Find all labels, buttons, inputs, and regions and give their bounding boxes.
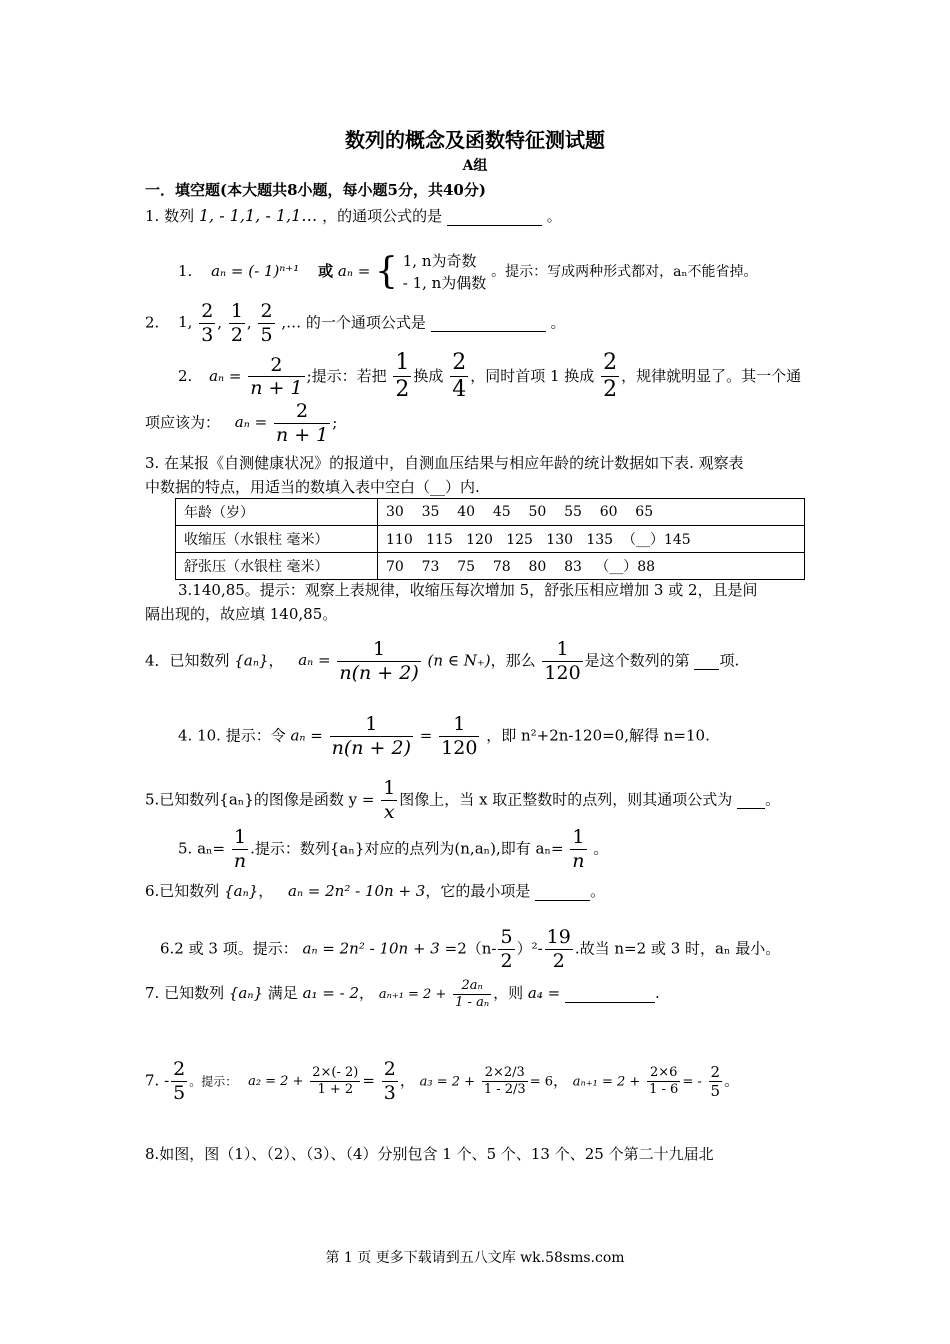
a7-eqneg: = - <box>682 1074 702 1090</box>
a5-frac <box>232 826 248 873</box>
table-row <box>176 526 805 553</box>
a7-a3-frac <box>482 1065 528 1097</box>
q4-end: 项. <box>719 651 740 670</box>
frac-num: 2 <box>274 400 330 424</box>
a1-case1: 1, n为奇数 <box>402 252 477 270</box>
q1-seq: 1, - 1,1, - 1,1… <box>198 206 318 225</box>
q7-then: ，则 <box>493 984 524 1003</box>
frac-num: 5 <box>500 926 513 948</box>
answer-blank <box>431 313 546 332</box>
frac-num: 2 <box>260 300 273 322</box>
answer-blank <box>447 207 542 226</box>
a7-hint: 。提示： <box>189 1074 238 1089</box>
answer-blank <box>737 790 765 809</box>
q1-end: 。 <box>546 207 562 225</box>
frac-den: 5 <box>260 323 273 346</box>
a7-frac <box>171 1058 187 1105</box>
a6-formula: aₙ = 2n² - 10n + 3 <box>302 939 440 958</box>
table-cell-values: 70 73 75 78 80 83 （__）88 <box>378 553 805 580</box>
frac-den: 1 + 2 <box>317 1081 354 1097</box>
a2-an2: aₙ = <box>234 413 268 432</box>
q7-seq: {aₙ} <box>228 984 263 1003</box>
frac-num: 2 <box>173 1058 186 1080</box>
frac-num: 1 <box>383 777 396 799</box>
frac-num: 1 <box>330 713 413 737</box>
a2-num: 2. <box>178 366 193 385</box>
frac-num: 2 <box>201 300 214 322</box>
q2-frac1 <box>199 300 215 347</box>
question-1 <box>145 205 562 226</box>
question-4 <box>145 638 739 685</box>
q4-frac <box>337 638 420 685</box>
a4-tail: ，即 n²+2n-120=0,解得 n=10. <box>486 726 710 745</box>
a7-end: 。 <box>724 1071 740 1090</box>
question-3-line1: 3. 在某报《自测健康状况》的报道中，自测血压结果与相应年龄的统计数据如下表. 观察表 <box>145 454 744 472</box>
a4-eq: = <box>419 726 433 745</box>
a2-an: aₙ = <box>209 366 242 385</box>
section-heading: 一．填空题(本大题共8小题，每小题5分，共40分) <box>145 181 486 199</box>
frac-num: 1 <box>230 300 243 322</box>
a4-target-frac <box>439 713 479 760</box>
frac-num: 1 <box>337 638 420 662</box>
q6-mid: ， <box>258 882 274 900</box>
a7-eq6: = 6 <box>529 1074 553 1090</box>
frac-den: 120 <box>544 661 581 684</box>
table-cell-label: 收缩压（水银柱 毫米） <box>176 526 378 553</box>
frac-den: 2 <box>500 949 513 972</box>
q7-prefix: 7. 已知数列 <box>145 984 225 1003</box>
table-cell-label: 年龄（岁） <box>176 499 378 526</box>
a1-case2: - 1, n为偶数 <box>402 274 487 292</box>
q7-frac <box>453 978 491 1010</box>
question-7 <box>145 978 660 1010</box>
a6-frac1 <box>498 926 514 973</box>
frac-num: 2 <box>248 354 304 378</box>
a5-frac2 <box>570 826 586 873</box>
q4-comma: ， <box>268 651 284 670</box>
q1-suffix: ，的通项公式的是 <box>322 207 443 225</box>
a1-formula: aₙ = (- 1)ⁿ⁺¹ <box>211 262 300 280</box>
frac-den: 1 - 6 <box>649 1081 679 1097</box>
q4-seq: {aₙ} <box>234 651 269 670</box>
a1-hint: 。提示：写成两种形式都对，aₙ不能省掉。 <box>491 264 758 280</box>
a4-frac <box>330 713 413 760</box>
a1-cases <box>403 250 487 294</box>
q2-tail: ,… 的一个通项公式是 <box>281 313 426 332</box>
answer-blank <box>535 882 590 901</box>
question-3-line2: 中数据的特点，用适当的数填入表中空白（__）内. <box>145 478 480 496</box>
frac-num: 1 <box>439 713 479 737</box>
a7-a2: a₂ = 2 + <box>248 1074 304 1090</box>
frac-den: 1 - aₙ <box>455 994 490 1010</box>
a7-neg: - <box>164 1071 170 1090</box>
answer-blank <box>694 651 719 670</box>
question-6 <box>145 880 605 901</box>
a5-prefix: 5. aₙ= <box>178 839 226 858</box>
frac-num: 19 <box>546 926 571 948</box>
a2-semi: ; <box>332 413 338 432</box>
a7-num: 7. <box>145 1071 160 1090</box>
frac-num: 2×2/3 <box>482 1065 528 1082</box>
q7-end: . <box>654 984 660 1003</box>
frac-den: n + 1 <box>250 377 303 400</box>
frac-num: 1 <box>542 638 582 662</box>
brace-icon: { <box>375 251 398 292</box>
frac-num: 2×(- 2) <box>312 1065 359 1081</box>
q6-prefix: 6.已知数列 <box>145 882 220 900</box>
q1-prefix: 1. 数列 <box>145 207 195 225</box>
frac-num: 2×6 <box>647 1065 680 1082</box>
a6-tail: .故当 n=2 或 3 时，aₙ 最小。 <box>574 939 781 958</box>
frac-den: 3 <box>201 323 214 346</box>
a6-mid: =2（n- <box>444 939 497 958</box>
frac-den: n <box>572 849 585 872</box>
a7-a2-frac <box>310 1065 360 1097</box>
frac-den: 120 <box>441 736 478 759</box>
a7-a6-frac <box>647 1065 680 1097</box>
answer-2 <box>178 350 801 404</box>
a1-or: 或 <box>318 262 334 280</box>
a5-mid: .提示：数列{aₙ}对应的点列为(n,aₙ),即有 aₙ= <box>250 839 564 858</box>
a7-r5-frac <box>709 1063 723 1100</box>
q4-mid: ，那么 <box>490 651 536 670</box>
frac-num: 2 <box>710 1062 721 1081</box>
q4-prefix: 4．已知数列 <box>145 651 230 670</box>
frac-den: 1 - 2/3 <box>483 1081 526 1097</box>
answer-blank <box>565 984 655 1003</box>
frac-den: 2 <box>603 377 618 403</box>
frac-num: 1 <box>393 350 411 377</box>
frac-num: 1 <box>570 826 586 850</box>
frac-den: x <box>383 800 395 823</box>
q2-frac3 <box>258 300 274 347</box>
q7-comma: ， <box>359 984 375 1003</box>
a7-an1: aₙ₊₁ = 2 + <box>572 1074 641 1090</box>
a7-comma2: ， <box>552 1071 568 1090</box>
q5-frac <box>381 777 397 824</box>
q2-frac2 <box>229 300 245 347</box>
frac-den: 2 <box>230 323 243 346</box>
answer-2-line2 <box>145 400 337 447</box>
q7-a4: a₄ = <box>527 984 561 1003</box>
frac-num: 2 <box>450 350 468 377</box>
a2-frac-h1 <box>393 350 411 404</box>
a7-r2-frac <box>382 1058 398 1105</box>
q7-rec: aₙ₊₁ = 2 + <box>378 987 447 1003</box>
frac-den: 2 <box>395 377 410 403</box>
frac-num: 1 <box>232 826 248 850</box>
bp-table <box>175 498 805 580</box>
q7-a1: a₁ = - 2 <box>302 984 360 1003</box>
a6-frac2 <box>545 926 573 973</box>
q4-an: aₙ = <box>298 651 331 670</box>
q7-mid: 满足 <box>267 984 298 1003</box>
a4-an: aₙ = <box>290 726 323 745</box>
q6-end: 。 <box>590 882 606 900</box>
answer-3-line1: 3.140,85。提示：观察上表规律，收缩压每次增加 5，舒张压相应增加 3 或 2，且是间 <box>178 581 758 599</box>
a5-end: 。 <box>593 839 609 858</box>
a2-hint1: ;提示：若把 <box>306 366 387 385</box>
group-label: A组 <box>462 158 488 174</box>
frac-den: n(n + 2) <box>331 736 412 759</box>
a2-frac-h2 <box>450 350 468 404</box>
a6-prefix: 6.2 或 3 项。提示： <box>160 939 298 958</box>
q6-seq: {aₙ} <box>224 882 259 900</box>
a7-a3: a₃ = 2 + <box>419 1074 476 1090</box>
a7-comma: ， <box>399 1071 415 1090</box>
frac-den: 3 <box>383 1081 396 1104</box>
a2-hint2: 换成 <box>413 366 444 385</box>
answer-3-line2: 隔出现的，故应填 140,85。 <box>145 605 338 623</box>
table-cell-values: 110 115 120 125 130 135 （__）145 <box>378 526 805 553</box>
q6-formula: aₙ = 2n² - 10n + 3 <box>288 882 426 900</box>
frac-den: n + 1 <box>275 423 329 446</box>
q2-lead: 1, <box>178 313 193 332</box>
a6-mid2: ）²- <box>516 939 543 958</box>
q4-tail: 是这个数列的第 <box>584 651 690 670</box>
table-cell-label: 舒张压（水银柱 毫米） <box>176 553 378 580</box>
answer-6 <box>160 926 780 973</box>
a1-num: 1. <box>178 262 193 280</box>
frac-den: 4 <box>452 377 467 403</box>
q5-prefix: 5.已知数列{aₙ}的图像是函数 y = <box>145 790 375 809</box>
a2-frac <box>248 354 304 401</box>
page-footer: 第 1 页 更多下载请到五八文库 wk.58sms.com <box>325 1250 625 1266</box>
a7-eq: = <box>362 1071 375 1090</box>
frac-num: 2aₙ <box>453 978 491 995</box>
q2-end: 。 <box>550 313 566 332</box>
table-row <box>176 553 805 580</box>
a2-hint3: ，同时首项 1 换成 <box>470 366 595 385</box>
frac-num: 2 <box>601 350 619 377</box>
q4-target-frac <box>542 638 582 685</box>
answer-7 <box>145 1058 739 1105</box>
a1-an: aₙ = <box>337 262 371 280</box>
answer-5 <box>178 826 608 873</box>
table-row <box>176 499 805 526</box>
a2-frac2 <box>274 400 330 447</box>
q5-end: 。 <box>765 790 781 809</box>
q5-tail: 图像上，当 x 取正整数时的点列，则其通项公式为 <box>399 790 733 809</box>
a2-hint4: ，规律就明显了。其一个通 <box>621 366 802 385</box>
question-5 <box>145 777 780 824</box>
a2-line2: 项应该为： <box>145 413 221 432</box>
frac-den: 5 <box>173 1081 186 1104</box>
frac-num: 2 <box>383 1058 396 1080</box>
question-8: 8.如图，图（1）、（2）、（3）、（4）分别包含 1 个、5 个、13 个、25 个第二十九届北 <box>145 1145 714 1163</box>
question-2: 2. 1, $\frac{2}{3}$ , $\frac{1}{2}$ , $\frac{2}{5}$ ,… 的一个通项公式是 。 <box>145 300 566 346</box>
frac-den: n(n + 2) <box>339 661 419 684</box>
a4-prefix: 4. 10. 提示：令 <box>178 726 286 745</box>
frac-den: n <box>233 849 247 872</box>
q2-num: 2. <box>145 313 160 332</box>
frac-den: 2 <box>552 949 565 972</box>
answer-4 <box>178 713 710 760</box>
table-cell-values: 30 35 40 45 50 55 60 65 <box>378 499 805 526</box>
page-title: 数列的概念及函数特征测试题 <box>345 128 605 152</box>
a2-frac-h3 <box>601 350 619 404</box>
q4-cond: (n ∈ N₊) <box>427 651 491 670</box>
q6-tail: ，它的最小项是 <box>425 882 531 900</box>
frac-den: 5 <box>710 1081 721 1100</box>
answer-1 <box>178 250 758 294</box>
